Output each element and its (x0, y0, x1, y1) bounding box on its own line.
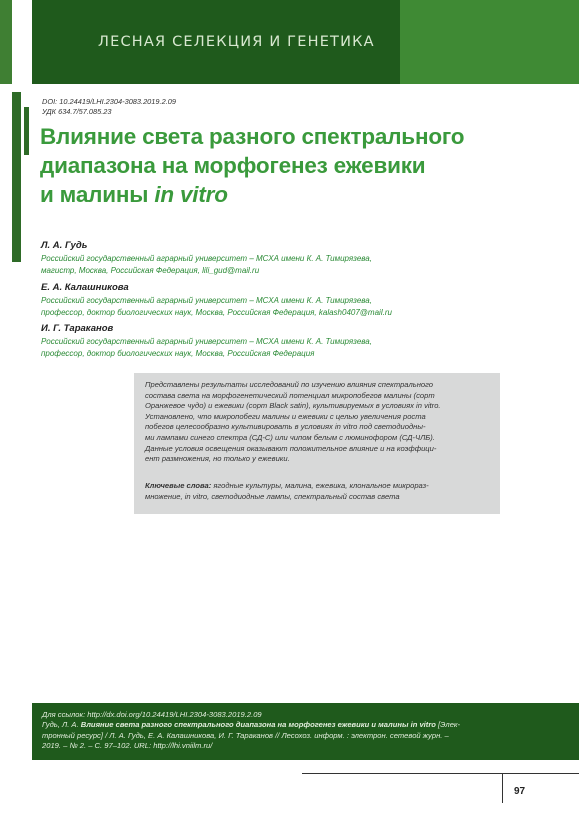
author-name: Е. А. Калашникова (41, 282, 129, 293)
citation (42, 710, 570, 752)
citation-tail: [Элек- (435, 720, 461, 730)
article-title (40, 122, 560, 209)
abstract-line: ми лампами синего спектра (СД-С) или чипом белым с люминофором (СД-ЧЛБ). (145, 432, 435, 442)
title-text: и малины (40, 182, 155, 207)
citation-title: Влияние света разного спектрального диапазона на морфогенез ежевики и малины in vitro (80, 720, 436, 730)
author-affiliation (41, 295, 541, 318)
journal-title: ЛЕСНАЯ СЕЛЕКЦИЯ И ГЕНЕТИКА (98, 34, 375, 50)
udk: УДК 634.7/57.085.23 (42, 107, 112, 116)
author-name: Л. А. Гудь (41, 240, 88, 251)
side-accent-bar (12, 92, 21, 262)
abstract (145, 380, 491, 465)
side-accent-bar-short (24, 107, 29, 155)
abstract-line: побегов целесообразно культивировать в условиях in vitro под светодиодны- (145, 422, 426, 432)
abstract-line: Установлено, что микропобеги малины и ежевики с целью увеличения роста (145, 411, 426, 421)
author-affiliation (41, 253, 541, 276)
page-number: 97 (514, 786, 526, 797)
author-name: И. Г. Тараканов (41, 323, 114, 334)
affiliation-line: Российский государственный аграрный университет – МСХА имени К. А. Тимирязева, (41, 254, 372, 263)
keywords-line (145, 481, 491, 492)
title-line: диапазона на морфогенез ежевики (40, 153, 426, 178)
abstract-line: Данные условия освещения оказывают положительное влияние и на коэффици- (145, 443, 437, 453)
abstract-line: ент размножения, но только у ежевики. (145, 454, 290, 464)
keywords-text: ягодные культуры, малина, ежевика, клональное микрораз- (211, 481, 429, 490)
affiliation-line: Российский государственный аграрный университет – МСХА имени К. А. Тимирязева, (41, 296, 372, 305)
title-line (40, 180, 560, 209)
footer-rule (302, 773, 579, 774)
citation-line: тронный ресурс] / Л. А. Гудь, Е. А. Калашникова, И. Г. Тараканов // Лесохоз. информ. : электрон. сетевой журн. – (42, 730, 449, 740)
title-line: Влияние света разного спектрального (40, 124, 465, 149)
affiliation-line: Российский государственный аграрный университет – МСХА имени К. А. Тимирязева, (41, 337, 372, 346)
affiliation-line: профессор, доктор биологических наук, Москва, Российская Федерация, kalash0407@mail.ru (41, 307, 392, 317)
journal-header (0, 0, 579, 84)
citation-author: Гудь, Л. А. (42, 720, 81, 730)
header-right-panel (400, 0, 579, 84)
abstract-line: Оранжевое чудо) и ежевики (сорт Black satin), культивируемых в условиях in vitro. (145, 401, 441, 411)
doi: DOI: 10.24419/LHI.2304-3083.2019.2.09 (42, 97, 176, 106)
affiliation-line: профессор, доктор биологических наук, Москва, Российская Федерация (41, 348, 315, 358)
abstract-line: состава света на морфогенетический потенциал микропобегов малины (сорт (145, 390, 435, 400)
keywords-line: множение, in vitro, светодиодные лампы, спектральный состав света (145, 491, 400, 501)
affiliation-line: магистр, Москва, Российская Федерация, lili_gud@mail.ru (41, 265, 260, 275)
citation-line: Для ссылок: http://dx.doi.org/10.24419/LHI.2304-3083.2019.2.09 (42, 710, 262, 719)
title-italic-text: in vitro (154, 182, 228, 207)
header-left-stripe (0, 0, 12, 84)
keywords-label: Ключевые слова: (145, 481, 212, 490)
abstract-line: Представлены результаты исследований по изучению влияния спектрального (145, 380, 434, 389)
citation-line (42, 720, 570, 730)
citation-line: 2019. – № 2. – С. 97–102. URL: http://lhi.vniilm.ru/ (42, 741, 213, 751)
footer-divider (502, 773, 503, 803)
keywords (145, 481, 491, 502)
author-affiliation (41, 336, 541, 359)
